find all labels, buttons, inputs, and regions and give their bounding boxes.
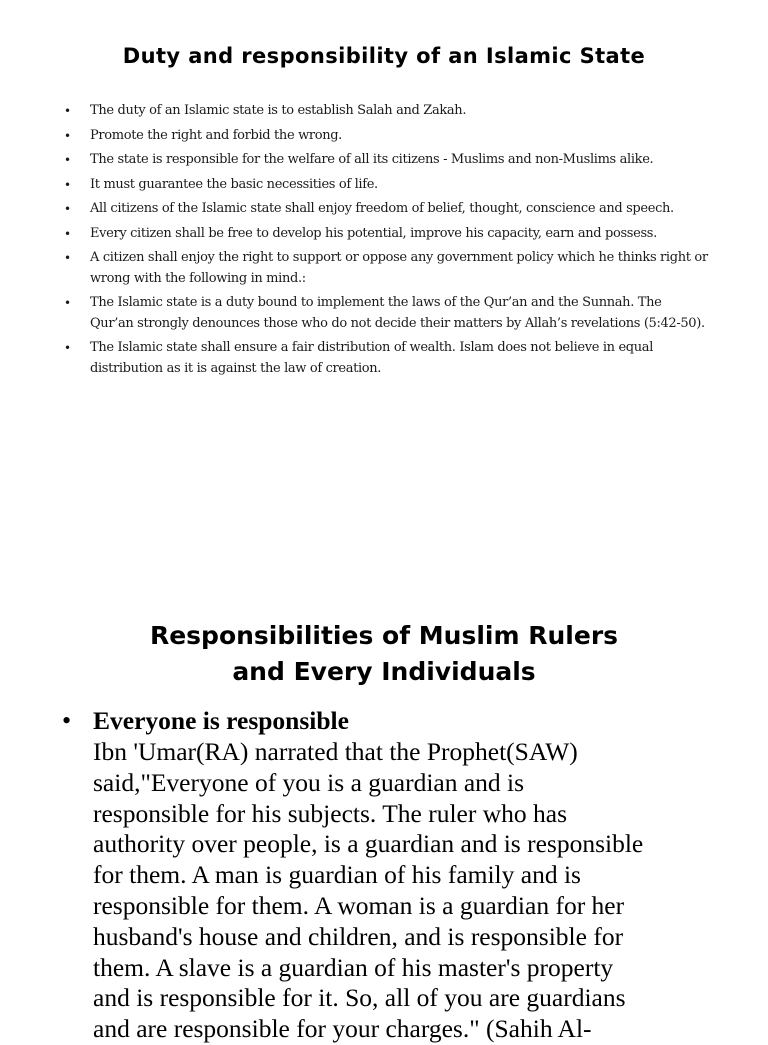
bullet-icon: • bbox=[64, 226, 71, 241]
slide-1-title: Duty and responsibility of an Islamic State bbox=[122, 44, 646, 68]
list-item bbox=[0, 150, 768, 171]
text-line: and is responsible for it. So, all of you are guardians bbox=[93, 983, 626, 1013]
list-item bbox=[0, 101, 768, 122]
list-item-text: Every citizen shall be free to develop his potential, improve his capacity, earn and possess. bbox=[90, 225, 657, 241]
list-item-text: A citizen shall enjoy the right to support or oppose any government policy which he thinks right or wrong with the following in mind.: bbox=[90, 250, 708, 286]
hadith-text bbox=[93, 737, 643, 1045]
text-line: them. A slave is a guardian of his master's property bbox=[93, 952, 614, 982]
slide-2-title bbox=[0, 618, 768, 690]
bullet-icon: • bbox=[64, 104, 71, 118]
list-item-text: The Islamic state is a duty bound to implement the laws of the Qur’an and the Sunnah. The Qur’an strongly denounces those who do not decide their matters by Allah’s revelations (5:42-50). bbox=[90, 295, 705, 331]
text-line: Ibn 'Umar(RA) narrated that the Prophet(SAW) bbox=[93, 737, 578, 766]
list-item-text: It must guarantee the basic necessities of life. bbox=[90, 176, 378, 192]
bullet-icon: • bbox=[62, 706, 72, 735]
text-line: responsible for them. A woman is a guardian for her bbox=[93, 890, 625, 920]
list-item-text: The state is responsible for the welfare of all its citizens - Muslims and non-Muslims alike. bbox=[90, 152, 654, 167]
bullet-icon: • bbox=[64, 128, 71, 143]
text-line: husband's house and children, and is responsible for bbox=[93, 921, 624, 951]
text-line: and are responsible for your charges." (Sahih Al- bbox=[93, 1014, 592, 1044]
list-item bbox=[0, 224, 768, 245]
list-item-text: Promote the right and forbid the wrong. bbox=[90, 127, 342, 143]
slide-2-title-line-1: Responsibilities of Muslim Rulers bbox=[149, 621, 619, 650]
bullet-icon: • bbox=[64, 153, 71, 167]
list-item bbox=[0, 126, 768, 147]
slide-2-title-line-2: and Every Individuals bbox=[232, 657, 536, 686]
text-line: responsible for his subjects. The ruler who has bbox=[93, 798, 568, 828]
list-item-text: The Islamic state shall ensure a fair distribution of wealth. Islam does not believe in equal distribution as it is against the law of creation. bbox=[90, 340, 654, 376]
bullet-icon: • bbox=[64, 296, 71, 310]
bullet-icon: • bbox=[64, 202, 71, 216]
list-item bbox=[0, 338, 768, 379]
list-item bbox=[0, 175, 768, 196]
text-line: authority over people, is a guardian and is responsible bbox=[93, 829, 644, 859]
duty-list bbox=[0, 101, 768, 383]
list-item bbox=[0, 248, 768, 289]
section-heading: Everyone is responsible bbox=[93, 706, 349, 735]
bullet-icon: • bbox=[64, 251, 71, 265]
text-line: said,"Everyone of you is a guardian and is bbox=[93, 767, 525, 797]
list-item bbox=[0, 199, 768, 220]
bullet-icon: • bbox=[64, 177, 71, 192]
bullet-icon: • bbox=[64, 341, 71, 355]
text-line: for them. A man is guardian of his family and is bbox=[93, 860, 581, 890]
list-item-text: All citizens of the Islamic state shall enjoy freedom of belief, thought, conscience and speech. bbox=[90, 201, 674, 216]
list-item-text: The duty of an Islamic state is to establish Salah and Zakah. bbox=[90, 103, 467, 118]
list-item bbox=[0, 293, 768, 334]
